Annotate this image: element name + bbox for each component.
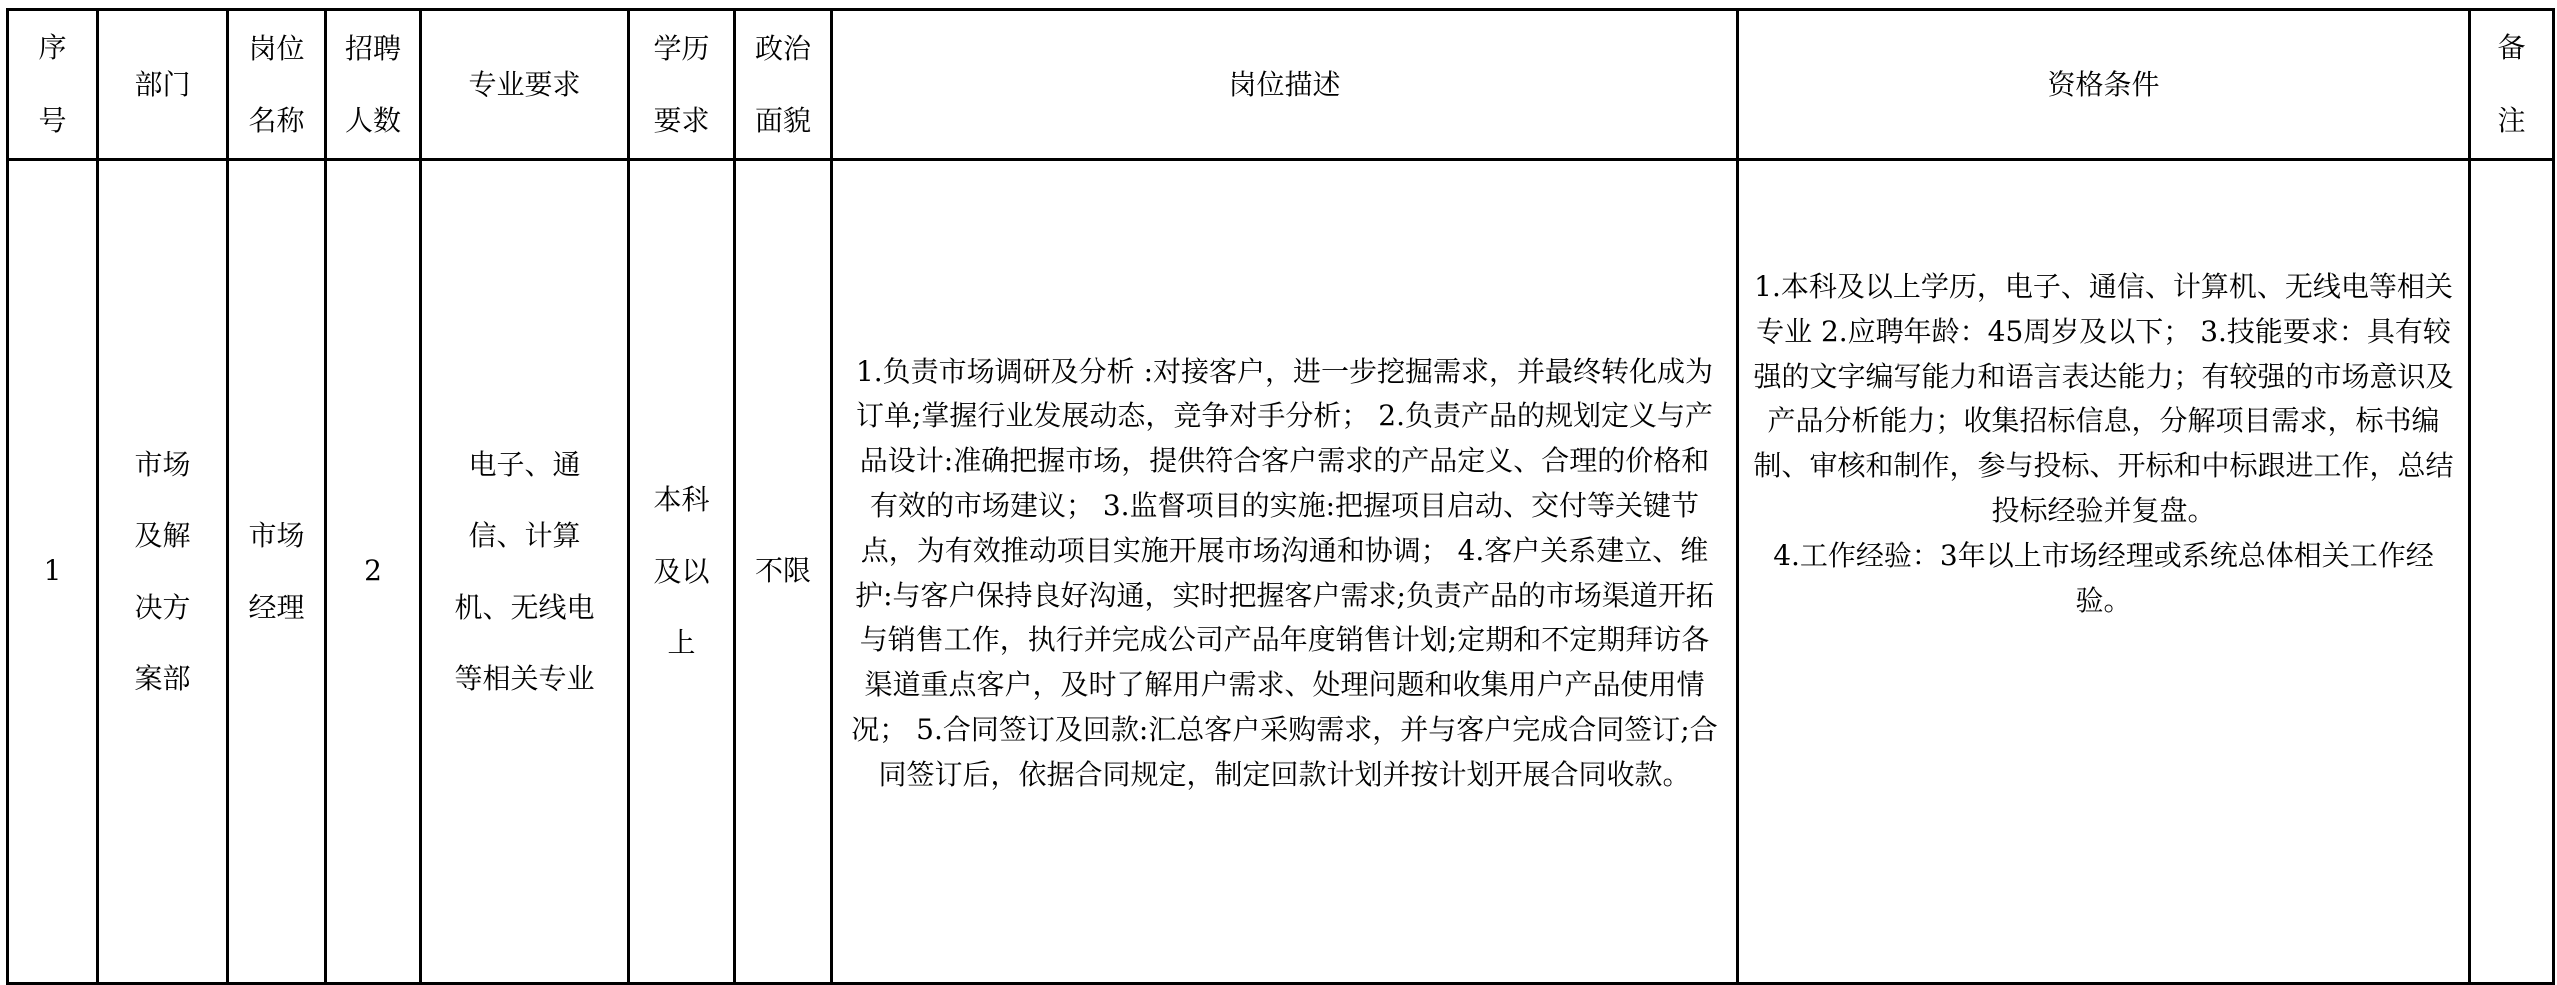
- cell-seq: 1: [8, 160, 98, 984]
- header-row: [8, 10, 2554, 160]
- cell-department: 市场及解决方案部: [98, 160, 228, 984]
- table-row: [8, 160, 2554, 984]
- header-major: 专业要求: [421, 10, 629, 160]
- qualification-experience: 4.工作经验：3年以上市场经理或系统总体相关工作经验。: [1773, 538, 2434, 617]
- cell-remark: [2470, 160, 2554, 984]
- cell-political: 不限: [735, 160, 832, 984]
- header-position: 岗位名称: [228, 10, 326, 160]
- header-headcount: 招聘人数: [326, 10, 421, 160]
- header-description: 岗位描述: [832, 10, 1738, 160]
- header-qualification: 资格条件: [1738, 10, 2470, 160]
- header-remark: 备注: [2470, 10, 2554, 160]
- qualification-main: 1.本科及以上学历，电子、通信、计算机、无线电等相关专业 2.应聘年龄：45周岁及以下； 3.技能要求：具有较强的文字编写能力和语言表达能力；有较强的市场意识及产品分析能力；收集招标信息，分解项目需求，标书编制、审核和制作，参与投标、开标和中标跟进工作，总结投标经验并复盘。: [1753, 270, 2454, 527]
- cell-position: 市场经理: [228, 160, 326, 984]
- cell-description: 1.负责市场调研及分析 :对接客户，进一步挖掘需求，并最终转化成为订单;掌握行业发展动态，竞争对手分析； 2.负责产品的规划定义与产品设计:准确把握市场，提供符合客户需求的产品定义、合理的价格和有效的市场建议； 3.监督项目的实施:把握项目启动、交付等关键节点，为有效推动项目实施开展市场沟通和协调； 4.客户关系建立、维护:与客户保持良好沟通，实时把握客户需求;负责产品的市场渠道开拓与销售工作，执行并完成公司产品年度销售计划;定期和不定期拜访各渠道重点客户，及时了解用户需求、处理问题和收集用户产品使用情况； 5.合同签订及回款:汇总客户采购需求，并与客户完成合同签订;合同签订后，依据合同规定，制定回款计划并按计划开展合同收款。: [832, 160, 1738, 984]
- cell-education: 本科及以上: [629, 160, 735, 984]
- cell-qualification: [1738, 160, 2470, 984]
- header-education: 学历要求: [629, 10, 735, 160]
- recruitment-sheet: [6, 8, 2552, 982]
- header-political: 政治面貌: [735, 10, 832, 160]
- header-department: 部门: [98, 10, 228, 160]
- header-seq: 序号: [8, 10, 98, 160]
- cell-headcount: 2: [326, 160, 421, 984]
- recruitment-table: [6, 8, 2555, 985]
- cell-major: 电子、通信、计算机、无线电等相关专业: [421, 160, 629, 984]
